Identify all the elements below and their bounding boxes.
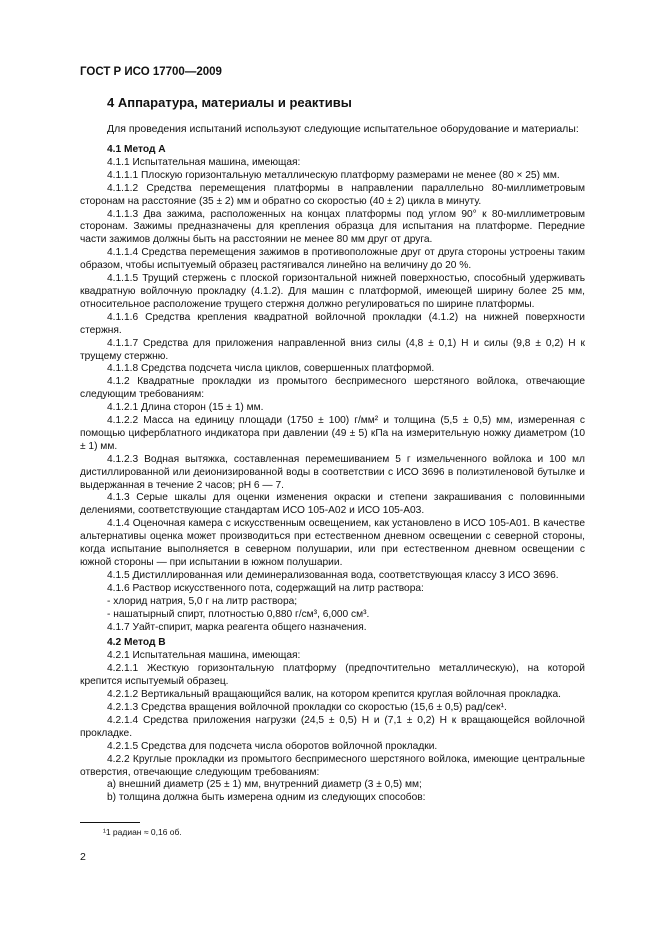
- paragraph: 4.1.1.5 Трущий стержень с плоской горизонтальной нижней поверхностью, способный удерживать квадратную войлочную прокладку (4.1.2). Для машин с платформой, имеющей ширину более 25 мм, относительное расположение трущего стержня должно регулироваться по ширине платформы.: [80, 273, 585, 310]
- subsection-heading: 4.1 Метод А: [107, 144, 166, 155]
- subsection-heading: 4.2 Метод В: [107, 637, 166, 649]
- paragraph: 4.1.1.6 Средства крепления квадратной войлочной прокладки (4.1.2) на нижней поверхности стержня.: [80, 311, 585, 336]
- paragraph: 4.1.2.1 Длина сторон (15 ± 1) мм.: [107, 402, 264, 414]
- paragraph: 4.2.1 Испытательная машина, имеющая:: [107, 650, 301, 662]
- section-title: 4 Аппаратура, материалы и реактивы: [107, 95, 352, 110]
- paragraph: 4.1.2 Квадратные прокладки из промытого беспримесного шерстяного войлока, отвечающие следующим требованиям:: [80, 376, 585, 401]
- paragraph: - нашатырный спирт, плотностью 0,880 г/см³, 6,000 см³.: [107, 608, 370, 620]
- paragraph: 4.2.1.2 Вертикальный вращающийся валик, на котором крепится круглая войлочная прокладка.: [107, 689, 561, 701]
- paragraph: 4.1.2.3 Водная вытяжка, составленная перемешиванием 5 г измельченного войлока и 100 мл дистиллированной или деионизированной воды в соответствии с ИСО 3696 в полиэтиленовой бутылке и выдержанная в течение 2 часов; pH 6 — 7.: [80, 453, 585, 491]
- paragraph: 4.2.2 Круглые прокладки из промытого беспримесного шерстяного войлока, имеющие центральные отверстия, отвечающие следующим требованиям:: [80, 753, 585, 778]
- intro-text: Для проведения испытаний используют следующие испытательное оборудование и материалы:: [107, 123, 579, 135]
- paragraph: 4.2.1.5 Средства для подсчета числа оборотов войлочной прокладки.: [107, 740, 438, 752]
- page-number: 2: [80, 851, 86, 863]
- paragraph: 4.1.7 Уайт-спирит, марка реагента общего назначения.: [107, 621, 367, 633]
- document-header: ГОСТ Р ИСО 17700—2009: [80, 66, 222, 78]
- paragraph: 4.1.4 Оценочная камера с искусственным освещением, как установлено в ИСО 105-А01. В качестве альтернативы оценка может производиться при естественном дневном освещении с северной стороны, когда испытание выполняется в северном полушарии, или при естественном дневном освещении с южной стороны — при испытании в южном полушарии.: [80, 518, 585, 568]
- paragraph: - хлорид натрия, 5,0 г на литр раствора;: [107, 595, 298, 607]
- paragraph: 4.1.1 Испытательная машина, имеющая:: [107, 156, 301, 168]
- paragraph: 4.1.1.3 Два зажима, расположенных на концах платформы под углом 90° к 80-миллиметровым сторонам. Зажимы предназначены для крепления образца для испытания на платформе. Передние части зажимов должны быть на расстоянии не менее 80 мм друг от друга.: [80, 208, 585, 246]
- paragraph: 4.1.1.1 Плоскую горизонтальную металлическую платформу размерами не менее (80 × 25) мм.: [107, 169, 560, 181]
- paragraph: 4.2.1.3 Средства вращения войлочной прокладки со скоростью (15,6 ± 0,5) рад/сек¹.: [107, 701, 507, 713]
- paragraph: 4.1.1.7 Средства для приложения направленной вниз силы (4,8 ± 0,1) Н и силы (9,8 ± 0,2) Н к трущему стержню.: [80, 337, 585, 362]
- paragraph: 4.2.1.1 Жесткую горизонтальную платформу (предпочтительно металлическую), на которой крепится испытуемый образец.: [80, 663, 585, 688]
- paragraph: 4.1.6 Раствор искусственного пота, содержащий на литр раствора:: [107, 582, 424, 594]
- paragraph: 4.1.1.4 Средства перемещения зажимов в противоположные друг от друга стороны устроены таким образом, чтобы испытуемый образец растягивался линейно на величину до 20 %.: [80, 247, 585, 272]
- paragraph: b) толщина должна быть измерена одним из следующих способов:: [107, 792, 426, 804]
- body-text: [80, 141, 585, 805]
- footnote-divider: [80, 822, 140, 823]
- paragraph: 4.1.1.8 Средства подсчета числа циклов, совершенных платформой.: [107, 363, 435, 375]
- paragraph: 4.2.1.4 Средства приложения нагрузки (24,5 ± 0,5) Н и (7,1 ± 0,2) Н к вращающейся войлочной прокладке.: [80, 714, 585, 739]
- paragraph: 4.1.5 Дистиллированная или деминерализованная вода, соответствующая классу 3 ИСО 3696.: [107, 569, 559, 581]
- paragraph: 4.1.2.2 Масса на единицу площади (1750 ± 100) г/мм² и толщина (5,5 ± 0,5) мм, измеренная с помощью циферблатного индикатора при давлении (49 ± 5) кПа на измерительную ножку диаметром (10 ± 1) мм.: [80, 415, 585, 452]
- paragraph: 4.1.1.2 Средства перемещения платформы в направлении параллельно 80-миллиметровым сторонам на расстояние (35 ± 2) мм и обратно со скоростью (40 ± 2) цикла в минуту.: [80, 182, 585, 207]
- paragraph: a) внешний диаметр (25 ± 1) мм, внутренний диаметр (3 ± 0,5) мм;: [107, 779, 422, 791]
- footnote: ¹1 радиан ≈ 0,16 об.: [103, 827, 182, 837]
- paragraph: 4.1.3 Серые шкалы для оценки изменения окраски и степени закрашивания с половинными делениями, соответствующие стандартам ИСО 105-А02 и ИСО 105-А03.: [80, 492, 585, 517]
